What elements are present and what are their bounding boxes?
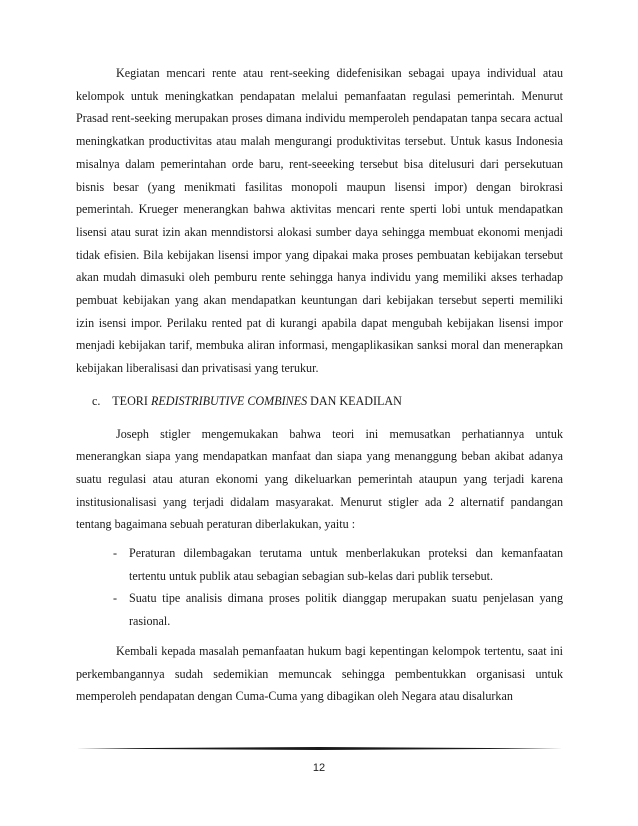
list-bullet: - bbox=[113, 546, 118, 561]
alternatives-list bbox=[76, 542, 563, 633]
paragraph-rent-seeking: Kegiatan mencari rente atau rent-seeking didefenisikan sebagai upaya individual atau kelompok untuk meningkatkan pendapatan melalui pemanfaatan regulasi pemerintah. Menurut Prasad rent-seeking merupakan proses dimana individu memperoleh pendapatan tanpa secara actual meningkatkan productivitas atau malah mengurangi produktivitas tersebut. Untuk kasus Indonesia misalnya dalam pemerintahan orde baru, rent-seeeking tersebut bisa ditelusuri dari persekutuan bisnis besar (yang menikmati fasilitas monopoli maupun lisensi impor) dengan birokrasi pemerintah. Krueger menerangkan bahwa aktivitas mencari rente sperti lobi untuk mendapatkan lisensi atau surat izin akan menndistorsi alokasi sumber daya sehingga membuat ekonomi menjadi tidak efisien. Bila kebijakan lisensi impor yang dipakai maka proses pembuatan kebijakan tersebut akan mudah dimasuki oleh pemburu rente sehingga hanya individu yang memiliki akses terhadap pembuat kebijakan yang akan mendapatkan keuntungan dari kebijakan tersebut seperti memiliki izin isensi impor. Perilaku rented pat di kurangi apabila dapat mengubah kebijakan lisensi impor menjadi kebijakan tarif, membuka aliran informasi, mengaplikasikan sanksi moral dan menerapkan kebijakan liberalisasi dan privatisasi yang terukur. bbox=[76, 66, 563, 376]
section-heading-suffix: DAN KEADILAN bbox=[310, 393, 402, 408]
list-item bbox=[76, 587, 563, 632]
document-body bbox=[76, 62, 563, 708]
section-marker: c. bbox=[92, 393, 101, 408]
page-number: 12 bbox=[312, 762, 326, 774]
section-heading-italic: REDISTRIBUTIVE COMBINES bbox=[150, 393, 308, 408]
paragraph-stigler: Joseph stigler mengemukakan bahwa teori ini memusatkan perhatiannya untuk menerangkan siapa yang mendapatkan manfaat dan siapa yang menanggung beban akibat adanya suatu regulasi atau aturan ekonomi yang dikeluarkan pemerintah ataupun yang terjadi karena institusionalisasi yang terjadi didalam masyarakat. Menurut stigler ada 2 alternatif pandangan tentang bagaimana sebuah peraturan diberlakukan, yaitu : bbox=[76, 426, 563, 532]
section-heading-prefix: TEORI bbox=[112, 393, 148, 408]
footer-divider bbox=[76, 747, 563, 750]
paragraph-hukum: Kembali kepada masalah pemanfaatan hukum bagi kepentingan kelompok tertentu, saat ini perkembangannya sudah sedemikian memuncak sehingga pembentukkan organisasi untuk memperoleh pendapatan dengan Cuma-Cuma yang dibagikan oleh Negara atau disalurkan bbox=[76, 643, 563, 704]
list-item bbox=[76, 542, 563, 587]
list-item-text: Peraturan dilembagakan terutama untuk menberlakukan proteksi dan kemanfaatan tertentu untuk publik atau sebagian sebagian sub-kelas dari publik tersebut. bbox=[129, 546, 563, 583]
list-bullet: - bbox=[113, 591, 118, 606]
list-item-text: Suatu tipe analisis dimana proses politik dianggap merupakan suatu penjelasan yang rasional. bbox=[129, 591, 563, 629]
section-heading bbox=[92, 390, 563, 413]
